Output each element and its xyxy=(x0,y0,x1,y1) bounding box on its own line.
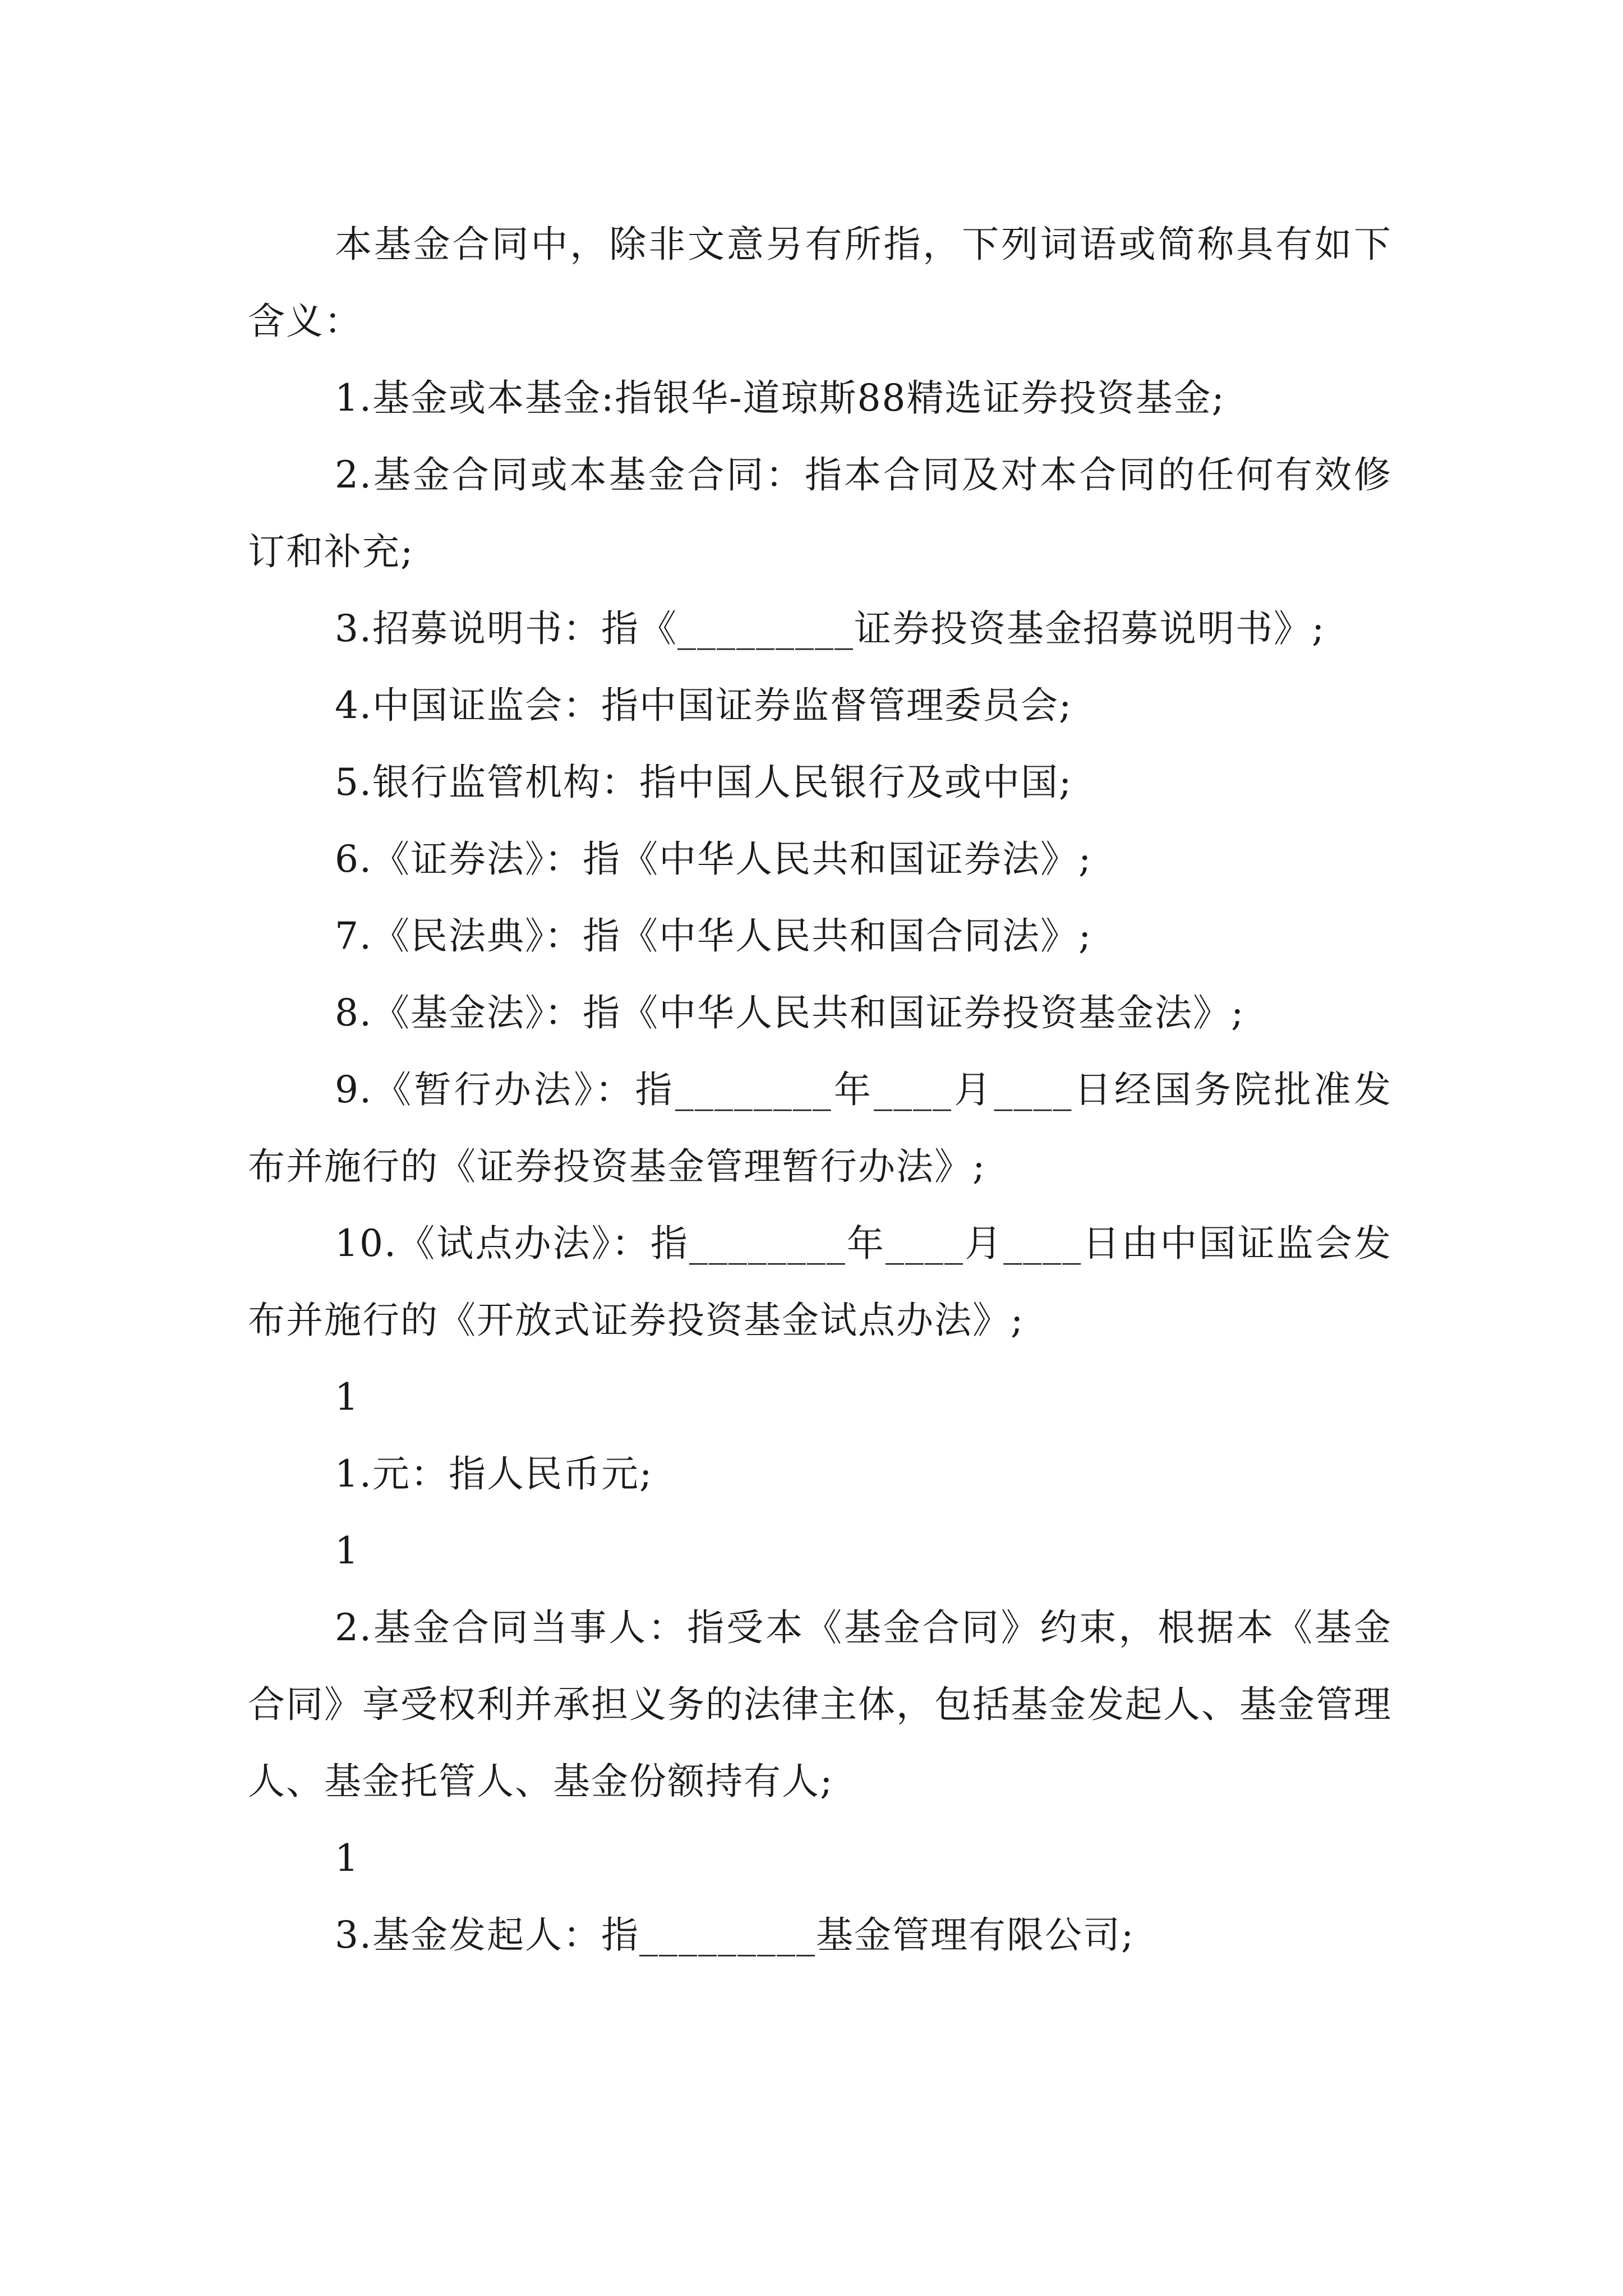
paragraph-definition-bank-regulator: 5.银行监管机构：指中国人民银行及或中国; xyxy=(335,761,1073,804)
document-body xyxy=(248,206,1392,1973)
paragraph-definition-civil-code: 7.《民法典》：指《中华人民共和国合同法》; xyxy=(335,914,1092,958)
paragraph-definition-pilot-measures: 10.《试点办法》：指________年____月____日由中国证监会发布并施行的《开放式证券投资基金试点办法》; xyxy=(248,1222,1392,1342)
paragraph-definition-fund-sponsor: 3.基金发起人：指_________基金管理有限公司; xyxy=(335,1913,1135,1957)
paragraph-number: 1 xyxy=(335,1837,359,1880)
paragraph-definition-interim-measures: 9.《暂行办法》：指________年____月____日经国务院批准发布并施行的《证券投资基金管理暂行办法》; xyxy=(248,1068,1392,1188)
paragraph-definition-prospectus: 3.招募说明书：指《_________证券投资基金招募说明书》; xyxy=(335,607,1326,650)
paragraph-number: 1 xyxy=(335,1529,359,1572)
paragraph-number: 1 xyxy=(335,1375,359,1419)
paragraph-definition-fund: 1.基金或本基金:指银华-道琼斯88精选证券投资基金; xyxy=(335,376,1225,420)
paragraph-definition-contract-parties: 2.基金合同当事人：指受本《基金合同》约束，根据本《基金合同》享受权利并承担义务的法律主体，包括基金发起人、基金管理人、基金托管人、基金份额持有人; xyxy=(248,1606,1392,1803)
paragraph-definition-yuan: 1.元：指人民币元; xyxy=(335,1452,653,1496)
paragraph-definition-securities-law: 6.《证券法》：指《中华人民共和国证券法》; xyxy=(335,838,1092,881)
paragraph-intro: 本基金合同中，除非文意另有所指，下列词语或简称具有如下含义： xyxy=(248,223,1392,343)
paragraph-definition-csrc: 4.中国证监会：指中国证券监督管理委员会; xyxy=(335,684,1073,727)
paragraph-definition-fund-contract: 2.基金合同或本基金合同：指本合同及对本合同的任何有效修订和补充; xyxy=(248,453,1392,573)
paragraph-definition-fund-law: 8.《基金法》：指《中华人民共和国证券投资基金法》; xyxy=(335,991,1245,1034)
